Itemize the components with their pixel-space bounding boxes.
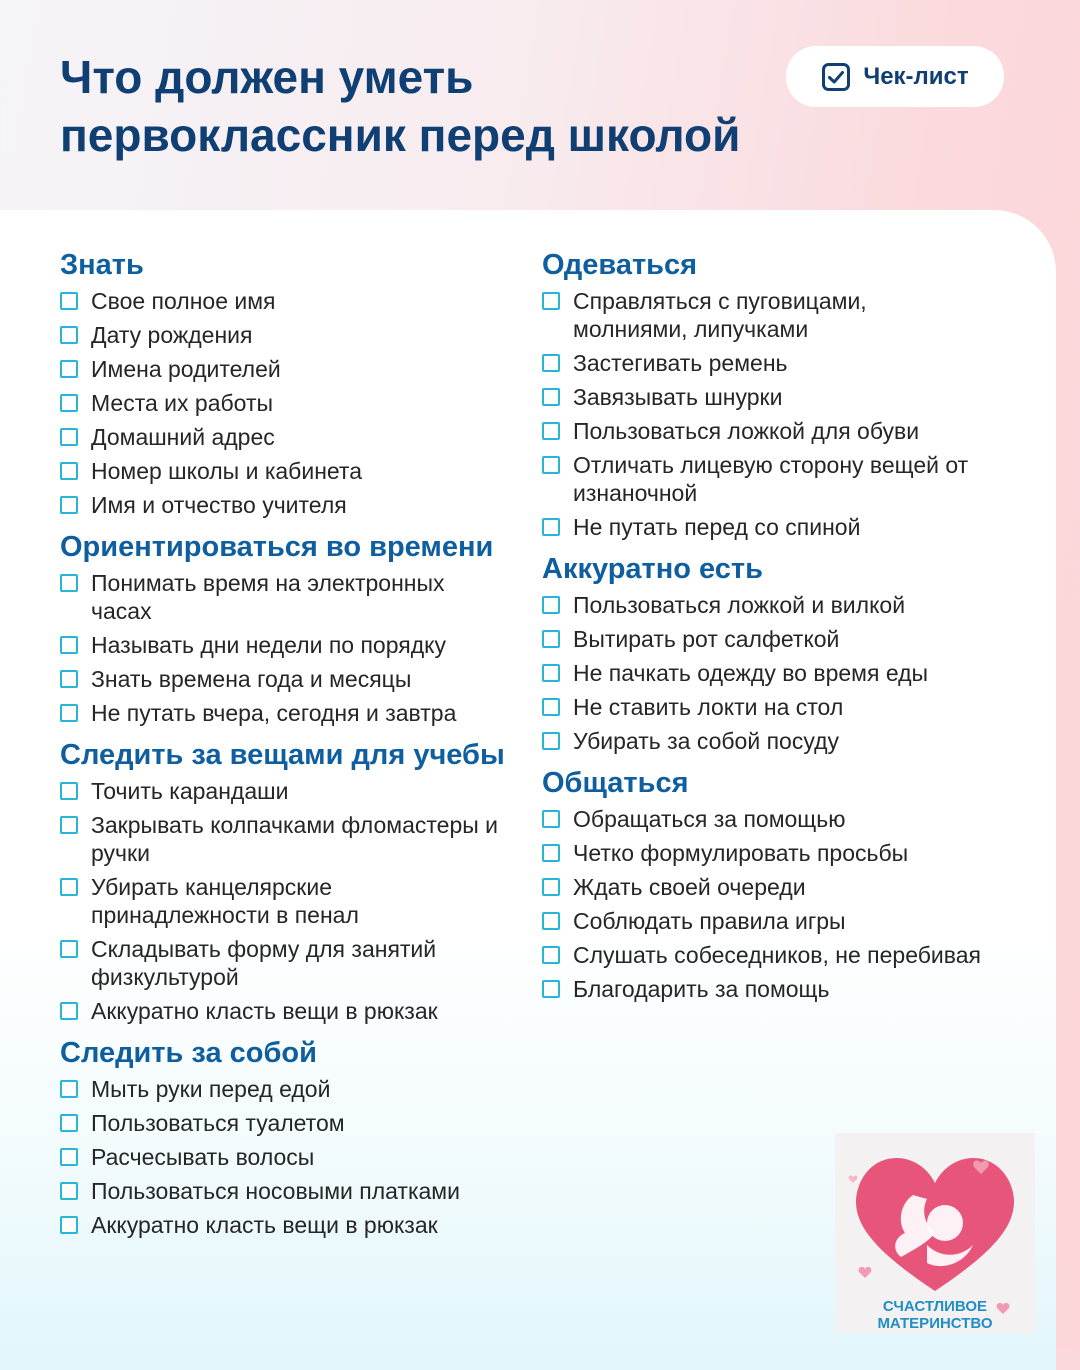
- checklist-item-text: Знать времена года и месяцы: [91, 666, 412, 692]
- checklist-item: [60, 423, 510, 451]
- checklist-item: [60, 569, 510, 625]
- checklist-item-text: Обращаться за помощью: [573, 806, 846, 832]
- checklist-item: [60, 491, 510, 519]
- checklist-item: [60, 665, 510, 693]
- checkbox[interactable]: [542, 422, 560, 440]
- checklist-item-text: Не пачкать одежду во время еды: [573, 660, 929, 686]
- section-title: Общаться: [542, 767, 689, 799]
- checklist-item: [542, 417, 982, 445]
- checkbox[interactable]: [542, 732, 560, 750]
- checkbox[interactable]: [542, 518, 560, 536]
- checklist-section: [60, 740, 510, 1025]
- section-title: Аккуратно есть: [542, 553, 763, 585]
- checkbox[interactable]: [542, 388, 560, 406]
- checklist-item: [542, 839, 982, 867]
- checkbox[interactable]: [60, 1080, 78, 1098]
- checkbox[interactable]: [60, 462, 78, 480]
- checkbox[interactable]: [542, 878, 560, 896]
- checklist-item: [542, 513, 982, 541]
- checkbox[interactable]: [542, 912, 560, 930]
- checklist-item-text: Свое полное имя: [91, 288, 276, 314]
- checklist-item-text: Пользоваться туалетом: [91, 1110, 345, 1136]
- checklist-item: [542, 591, 982, 619]
- checklist-item: [60, 1143, 510, 1171]
- checklist-item-text: Складывать форму для занятий физкультурой: [91, 936, 437, 990]
- checkbox[interactable]: [60, 292, 78, 310]
- checklist-item: [60, 321, 510, 349]
- checkbox[interactable]: [542, 980, 560, 998]
- checklist-item: [542, 805, 982, 833]
- checklist-item: [542, 873, 982, 901]
- checklist-item-text: Места их работы: [91, 390, 274, 416]
- checklist: [60, 569, 510, 727]
- checklist-item-text: Понимать время на электронных часах: [91, 570, 445, 624]
- checkbox[interactable]: [60, 1182, 78, 1200]
- checklist-item-text: Мыть руки перед едой: [91, 1076, 331, 1102]
- checklist: [542, 591, 982, 755]
- checklist-item: [60, 631, 510, 659]
- checkbox[interactable]: [60, 878, 78, 896]
- checkbox[interactable]: [60, 574, 78, 592]
- checklist-item-text: Убирать за собой посуду: [573, 728, 839, 754]
- checklist-item-text: Застегивать ремень: [573, 350, 788, 376]
- brand-logo: [835, 1133, 1035, 1333]
- checklist-item-text: Не ставить локти на стол: [573, 694, 844, 720]
- checklist-item: [60, 997, 510, 1025]
- checkbox[interactable]: [60, 704, 78, 722]
- checklist-item: [60, 777, 510, 805]
- left-column: [60, 250, 510, 1252]
- checklist-item: [60, 1211, 510, 1239]
- checkbox[interactable]: [60, 394, 78, 412]
- checklist-item-text: Пользоваться ложкой для обуви: [573, 418, 920, 444]
- checklist-item: [542, 907, 982, 935]
- checklist-item-text: Вытирать рот салфеткой: [573, 626, 840, 652]
- checklist-item-text: Убирать канцелярские принадлежности в пенал: [91, 874, 359, 928]
- checkbox[interactable]: [60, 1216, 78, 1234]
- checklist-item-text: Ждать своей очереди: [573, 874, 806, 900]
- checkbox[interactable]: [60, 428, 78, 446]
- checklist-badge: [786, 46, 1004, 107]
- checklist-item-text: Справляться с пуговицами, молниями, липучками: [573, 288, 867, 342]
- checklist-item: [542, 693, 982, 721]
- checklist-section: [542, 250, 982, 541]
- checklist-item: [542, 349, 982, 377]
- checkbox[interactable]: [60, 326, 78, 344]
- checklist: [60, 1075, 510, 1239]
- checklist-item: [60, 457, 510, 485]
- right-column: [542, 250, 982, 1016]
- logo-text-line-1: СЧАСТЛИВОЕ: [882, 1298, 988, 1315]
- section-title: Одеваться: [542, 249, 698, 281]
- checkbox[interactable]: [60, 496, 78, 514]
- checklist-item: [60, 1075, 510, 1103]
- checklist-item: [542, 659, 982, 687]
- checklist-item-text: Четко формулировать просьбы: [573, 840, 909, 866]
- checkbox[interactable]: [60, 360, 78, 378]
- checklist-item-text: Отличать лицевую сторону вещей от изнаночной: [573, 452, 969, 506]
- checklist-item: [60, 355, 510, 383]
- checklist-item-text: Домашний адрес: [91, 424, 275, 450]
- checklist-item-text: Называть дни недели по порядку: [91, 632, 446, 658]
- checkbox[interactable]: [60, 670, 78, 688]
- checklist-item: [60, 1177, 510, 1205]
- checklist-item-text: Не путать вчера, сегодня и завтра: [91, 700, 457, 726]
- checklist: [542, 287, 982, 541]
- checklist-item-text: Аккуратно класть вещи в рюкзак: [91, 998, 438, 1024]
- checklist-item-text: Завязывать шнурки: [573, 384, 783, 410]
- checklist-item-text: Благодарить за помощь: [573, 976, 830, 1002]
- checkbox-checked-icon: [821, 62, 851, 92]
- checklist-section: [60, 1038, 510, 1239]
- checklist-item: [542, 383, 982, 411]
- checklist-item-text: Расчесывать волосы: [91, 1144, 315, 1170]
- checkbox[interactable]: [542, 456, 560, 474]
- badge-label: Чек-лист: [863, 62, 969, 90]
- checklist-item: [542, 287, 982, 343]
- checklist-item: [60, 811, 510, 867]
- page-title: [60, 48, 760, 164]
- checklist: [542, 805, 982, 1003]
- checklist-item: [542, 941, 982, 969]
- checklist-section: [542, 554, 982, 755]
- checklist-item: [542, 451, 982, 507]
- checklist-item-text: Закрывать колпачками фломастеры и ручки: [91, 812, 499, 866]
- checklist-item-text: Имена родителей: [91, 356, 281, 382]
- checkbox[interactable]: [60, 636, 78, 654]
- checklist-item-text: Имя и отчество учителя: [91, 492, 347, 518]
- checkbox[interactable]: [542, 810, 560, 828]
- logo-text-line-2: МАТЕРИНСТВО: [877, 1315, 993, 1332]
- checklist-item-text: Слушать собеседников, не перебивая: [573, 942, 981, 968]
- section-title: Следить за вещами для учебы: [60, 739, 505, 771]
- checklist-section: [60, 532, 510, 727]
- checkbox[interactable]: [60, 1114, 78, 1132]
- checkbox[interactable]: [542, 596, 560, 614]
- checklist-item-text: Дату рождения: [91, 322, 253, 348]
- checklist-item-text: Пользоваться ложкой и вилкой: [573, 592, 906, 618]
- checklist-item: [60, 1109, 510, 1137]
- checklist-item-text: Не путать перед со спиной: [573, 514, 861, 540]
- checklist-item-text: Номер школы и кабинета: [91, 458, 363, 484]
- checkbox[interactable]: [542, 664, 560, 682]
- section-title: Ориентироваться во времени: [60, 531, 494, 563]
- checklist-section: [542, 768, 982, 1003]
- checkbox[interactable]: [60, 816, 78, 834]
- page-title-line-2: первоклассник перед школой: [60, 109, 741, 161]
- checklist-item: [542, 975, 982, 1003]
- checklist-item-text: Соблюдать правила игры: [573, 908, 846, 934]
- checkbox[interactable]: [542, 292, 560, 310]
- checklist-item-text: Аккуратно класть вещи в рюкзак: [91, 1212, 438, 1238]
- checklist-item-text: Точить карандаши: [91, 778, 289, 804]
- checkbox[interactable]: [542, 630, 560, 648]
- checklist-item: [542, 727, 982, 755]
- checklist-item: [60, 287, 510, 315]
- section-title: Следить за собой: [60, 1037, 317, 1069]
- checkbox[interactable]: [60, 940, 78, 958]
- checklist-item: [60, 699, 510, 727]
- checklist: [60, 287, 510, 519]
- checklist-item: [60, 935, 510, 991]
- checklist-item: [60, 873, 510, 929]
- checklist: [60, 777, 510, 1025]
- checkbox[interactable]: [542, 698, 560, 716]
- checklist-section: [60, 250, 510, 519]
- checkbox[interactable]: [542, 354, 560, 372]
- checkbox[interactable]: [60, 782, 78, 800]
- checkbox[interactable]: [542, 844, 560, 862]
- checkbox[interactable]: [542, 946, 560, 964]
- section-title: Знать: [60, 249, 144, 281]
- checklist-item: [60, 389, 510, 417]
- checklist-item: [542, 625, 982, 653]
- checklist-item-text: Пользоваться носовыми платками: [91, 1178, 460, 1204]
- page-title-line-1: Что должен уметь: [60, 51, 474, 103]
- checkbox[interactable]: [60, 1002, 78, 1020]
- checkbox[interactable]: [60, 1148, 78, 1166]
